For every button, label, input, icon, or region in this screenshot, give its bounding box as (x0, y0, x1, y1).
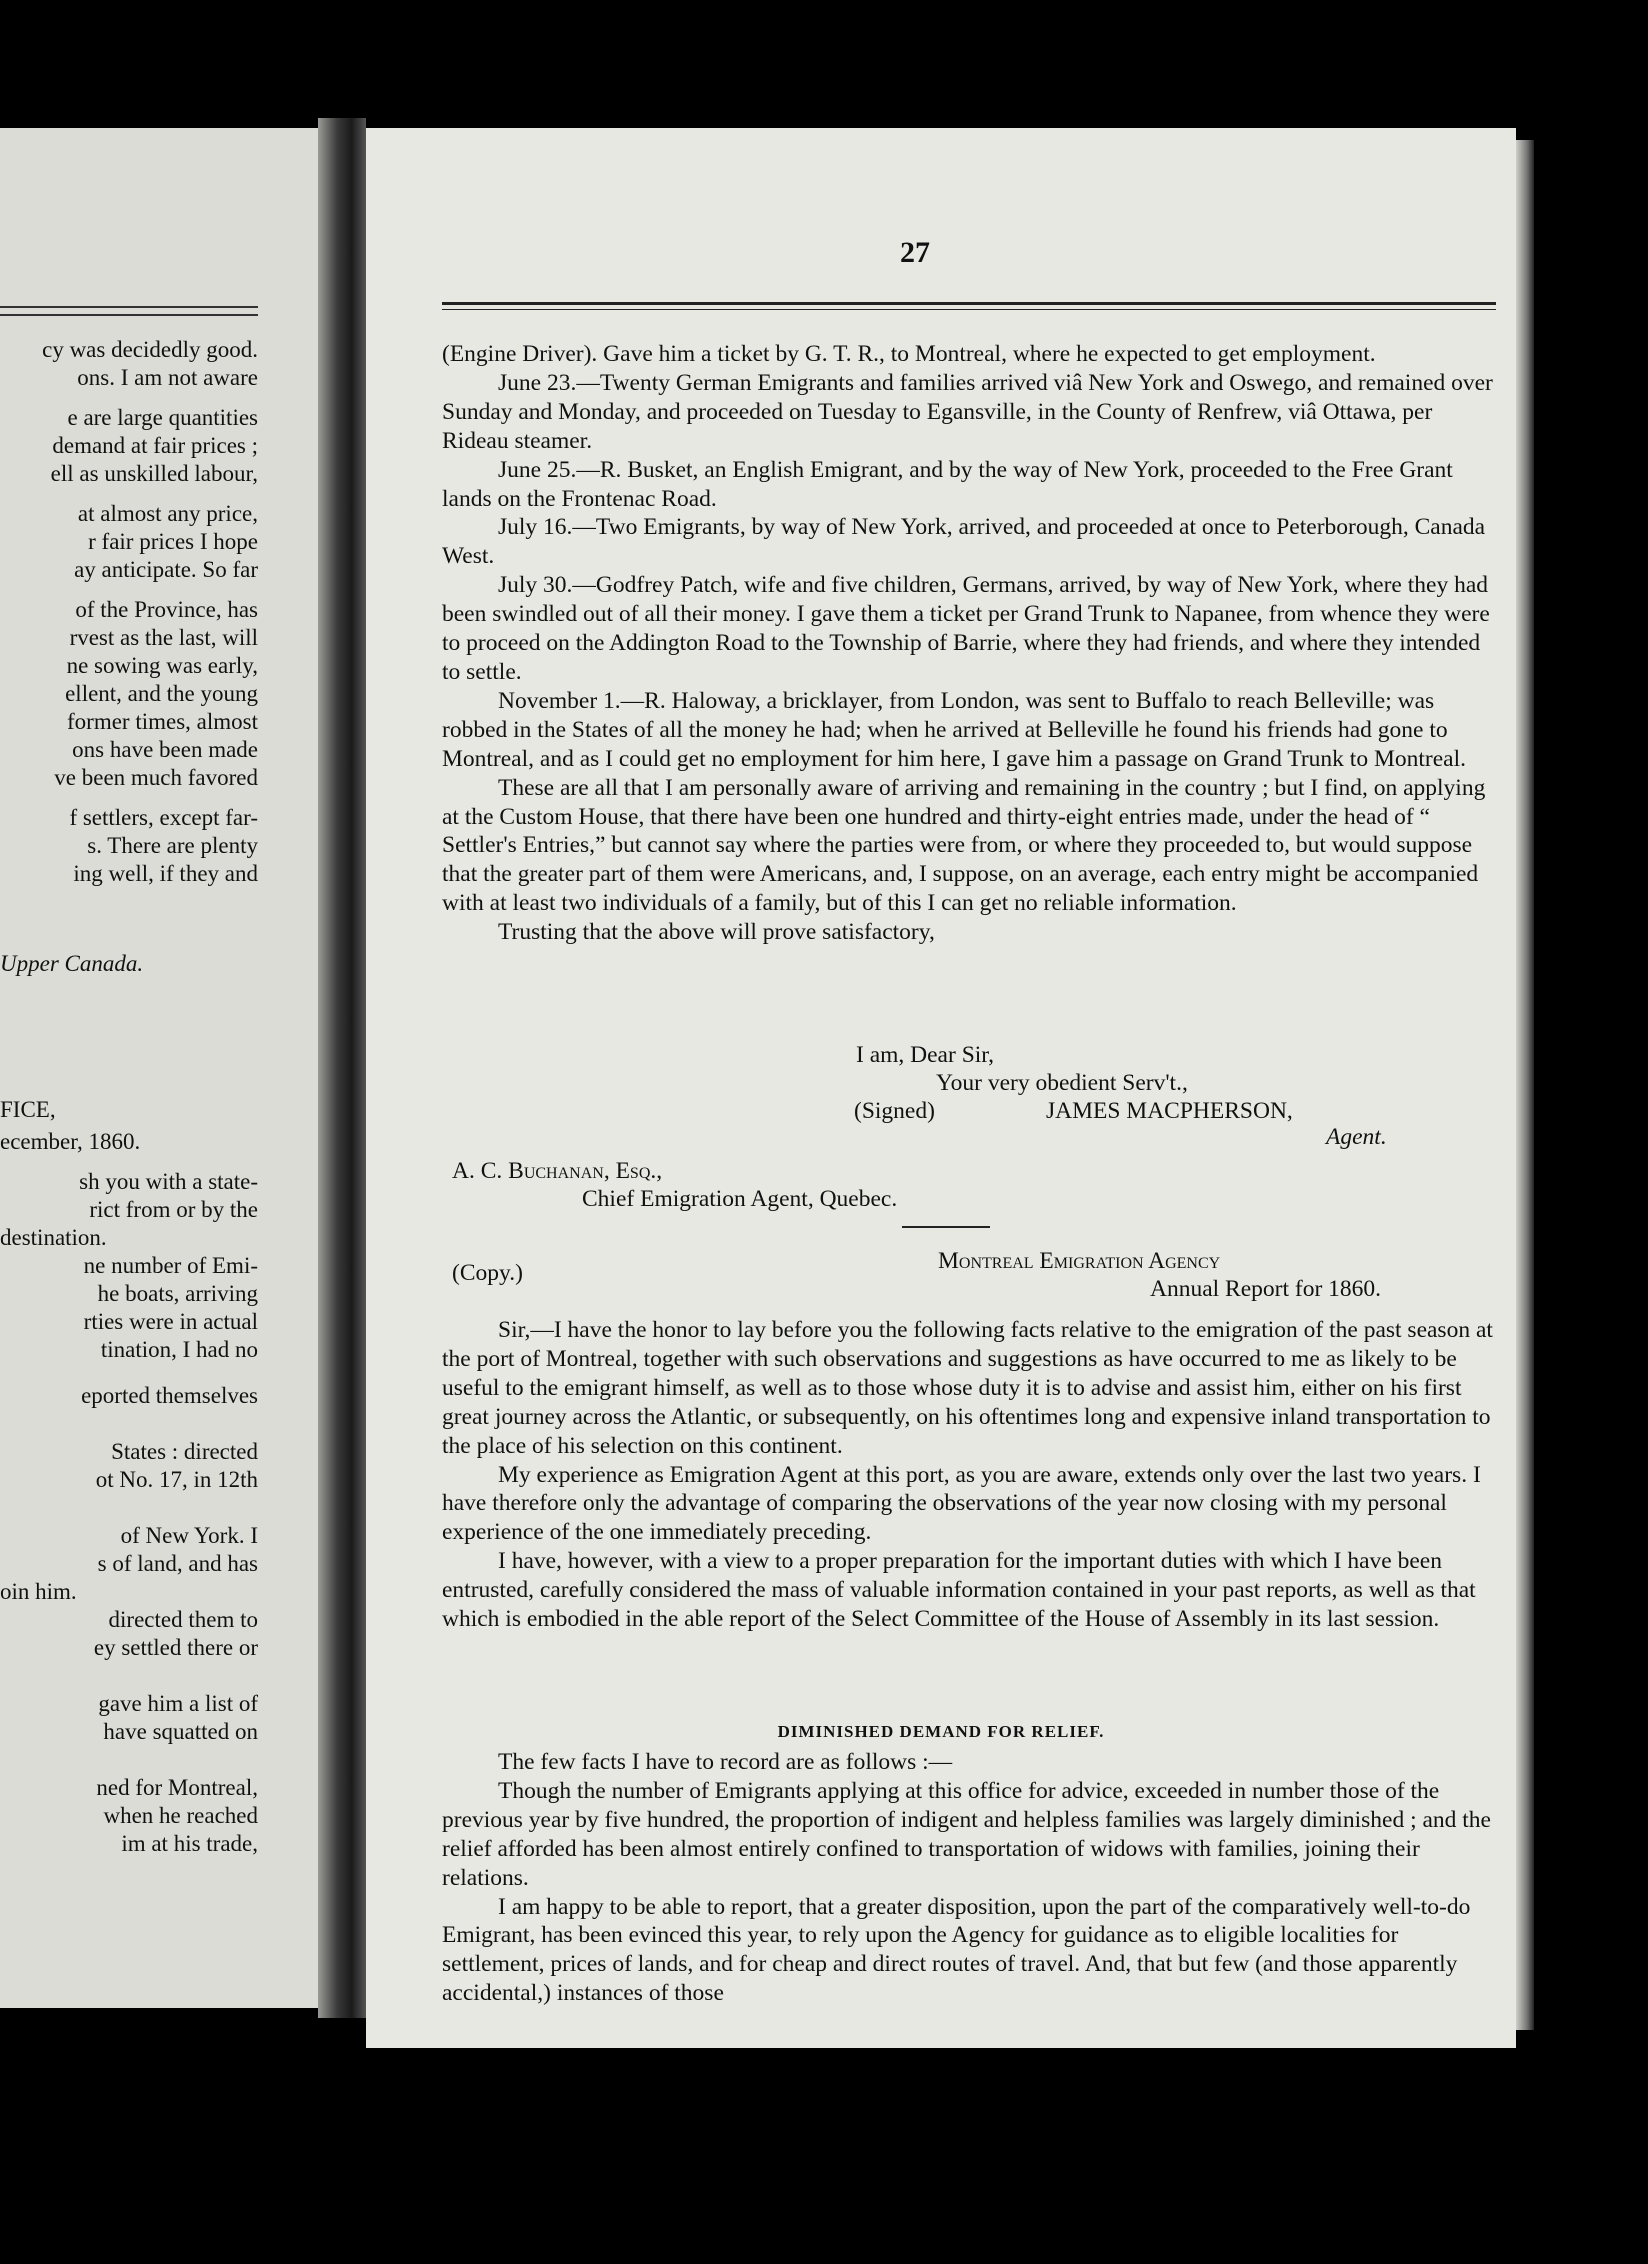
left-page-line: ne number of Emi- (83, 1253, 258, 1278)
signatory-title: Agent. (1326, 1124, 1387, 1150)
left-page-line: rvest as the last, will (69, 625, 258, 650)
left-page-line: destination. (0, 1225, 107, 1250)
left-page-line: of New York. I (120, 1523, 258, 1548)
paragraph: November 1.—R. Haloway, a bricklayer, from London, was sent to Buffalo to reach Belleville; was robbed in the States of all the money he had; when he arrived at Belleville he found his friends had gone to Montreal, and as I could get no employment for him here, I gave him a passage on Grand Trunk to Montreal. (442, 687, 1466, 772)
paragraph: I am happy to be able to report, that a greater disposition, upon the part of the comparatively well-to-do Emigrant, has been evinced this year, to rely upon the Agency for guidance as to eligible localities for settlement, prices of lands, and for cheap and direct routes of travel. And, that but few (and those apparently accidental,) instances of those (442, 1893, 1471, 2007)
left-page-line: at almost any price, (77, 501, 258, 526)
section-heading: DIMINISHED DEMAND FOR RELIEF. (777, 1722, 1105, 1741)
left-page-line: directed them to (108, 1607, 258, 1632)
left-page-line: have squatted on (103, 1719, 258, 1744)
paragraph: Though the number of Emigrants applying at this office for advice, exceeded in number those of the previous year by five hundred, the proportion of indigent and helpless families was largely diminished ; and the relief afforded has been almost entirely confined to transportation of widows with families, joining their relations. (442, 1777, 1491, 1891)
book-gutter (318, 118, 366, 2018)
left-page-rule (0, 314, 258, 316)
left-page-line: im at his trade, (121, 1831, 258, 1856)
paragraph: I have, however, with a view to a proper preparation for the important duties with which I have been entrusted, carefully considered the mass of valuable information contained in your past reports, as well as that which is embodied in the able report of the Select Committee of the House of Assembly in its last session. (442, 1548, 1476, 1633)
right-page (366, 128, 1516, 2048)
header-rule (442, 309, 1496, 310)
addressee-position: Chief Emigration Agent, Quebec. (582, 1186, 898, 1212)
left-page-line: r fair prices I hope (88, 529, 258, 554)
left-page-line: rict from or by the (89, 1197, 258, 1222)
left-page-line: oin him. (0, 1579, 77, 1604)
paragraph: June 25.—R. Busket, an English Emigrant, and by the way of New York, proceeded to the Free Grant lands on the Frontenac Road. (442, 456, 1453, 512)
left-page-line: ne sowing was early, (66, 653, 258, 678)
left-page-line: rties were in actual (83, 1309, 258, 1334)
left-page-line: eported themselves (81, 1383, 258, 1408)
report-title: Annual Report for 1860. (1150, 1276, 1382, 1302)
left-page-line: f settlers, except far- (69, 805, 258, 830)
left-page-line: ay anticipate. So far (74, 557, 258, 582)
left-page-line: ot No. 17, in 12th (95, 1467, 258, 1492)
section-body (442, 1748, 1502, 2008)
header-rule (442, 302, 1496, 305)
left-page (0, 128, 318, 2008)
left-page-line: sh you with a state- (79, 1169, 258, 1194)
left-page-line: ve been much favored (54, 765, 258, 790)
copy-label: (Copy.) (452, 1260, 523, 1286)
section-divider (902, 1226, 990, 1228)
left-page-line: of the Province, has (75, 597, 258, 622)
left-page-line: ey settled there or (93, 1635, 258, 1660)
closing-line: I am, Dear Sir, (856, 1042, 995, 1068)
paragraph: July 30.—Godfrey Patch, wife and five children, Germans, arrived, by way of New York, where they had been swindled out of all their money. I gave them a ticket per Grand Trunk to Napanee, from whence they were to proceed on the Addington Road to the Township of Barrie, where they had friends, and where they intended to settle. (442, 572, 1490, 685)
paragraph: (Engine Driver). Gave him a ticket by G. T. R., to Montreal, where he expected to get employment. (442, 341, 1376, 367)
addressee-name: A. C. Buchanan, Esq., (452, 1158, 663, 1184)
paragraph: June 23.—Twenty German Emigrants and families arrived viâ New York and Oswego, and remained over Sunday and Monday, and proceeded on Tuesday to Egansville, in the County of Renfrew, viâ Ottawa, per Rideau steamer. (442, 369, 1493, 454)
paragraph: Sir,—I have the honor to lay before you the following facts relative to the emigration of the past season at the port of Montreal, together with such observations and suggestions as have occurred to me as likely to be useful to the emigrant himself, as well as to those whose duty it is to advise and assist him, either on his first great journey across the Atlantic, or subsequently, on his oftentimes long and expensive inland transportation to the place of his selection on this continent. (442, 1317, 1493, 1459)
agency-title: Montreal Emigration Agency (938, 1248, 1221, 1274)
paragraph: These are all that I am personally aware of arriving and remaining in the country ; but I find, on applying at the Custom House, that there have been one hundred and thirty-eight entries made, under the head of “ Settler's Entries,” but cannot say where the parties were from, or where they proceeded to, but would suppose that the greater part of them were Americans, and, I suppose, on an average, each entry might be accompanied with at least two individuals of a family, but of this I can get no reliable information. (442, 774, 1486, 917)
left-page-line: tination, I had no (100, 1337, 258, 1362)
paragraph: July 16.—Two Emigrants, by way of New York, arrived, and proceeded at once to Peterborough, Canada West. (442, 514, 1486, 570)
report-body (442, 1316, 1502, 1634)
signed-label: (Signed) (854, 1098, 935, 1124)
page-edge (1516, 140, 1534, 2030)
left-page-line: ons have been made (72, 737, 258, 762)
left-page-line: ellent, and the young (65, 681, 258, 706)
left-page-line: gave him a list of (98, 1691, 258, 1716)
left-page-line: ecember, 1860. (0, 1129, 141, 1154)
paragraph: Trusting that the above will prove satisfactory, (498, 919, 935, 946)
left-page-line: former times, almost (67, 709, 258, 734)
left-page-line: ons. I am not aware (77, 365, 258, 390)
signatory-name: JAMES MACPHERSON, (1046, 1098, 1293, 1124)
letter-body (442, 340, 1502, 947)
left-page-line: cy was decidedly good. (42, 337, 258, 362)
left-page-rule (0, 306, 258, 308)
left-page-line: ing well, if they and (73, 861, 258, 886)
left-page-line: States : directed (111, 1439, 258, 1464)
left-page-line: e are large quantities (67, 405, 258, 430)
left-page-line: he boats, arriving (97, 1281, 258, 1306)
left-page-line: ell as unskilled labour, (50, 461, 258, 486)
left-page-line: demand at fair prices ; (52, 433, 258, 458)
left-page-line: s. There are plenty (87, 833, 258, 858)
paragraph: My experience as Emigration Agent at this port, as you are aware, extends only over the last two years. I have therefore only the advantage of comparing the observations of the year now closing with my personal experience of the one immediately preceding. (442, 1461, 1481, 1546)
closing-line: Your very obedient Serv't., (936, 1070, 1188, 1096)
paragraph: The few facts I have to record are as follows :— (498, 1749, 953, 1775)
left-page-line: FICE, (0, 1097, 56, 1122)
left-page-line: when he reached (103, 1803, 258, 1828)
page-number: 27 (900, 236, 930, 269)
left-page-line: Upper Canada. (0, 951, 144, 976)
left-page-line: s of land, and has (97, 1551, 258, 1576)
left-page-line: ned for Montreal, (96, 1775, 258, 1800)
